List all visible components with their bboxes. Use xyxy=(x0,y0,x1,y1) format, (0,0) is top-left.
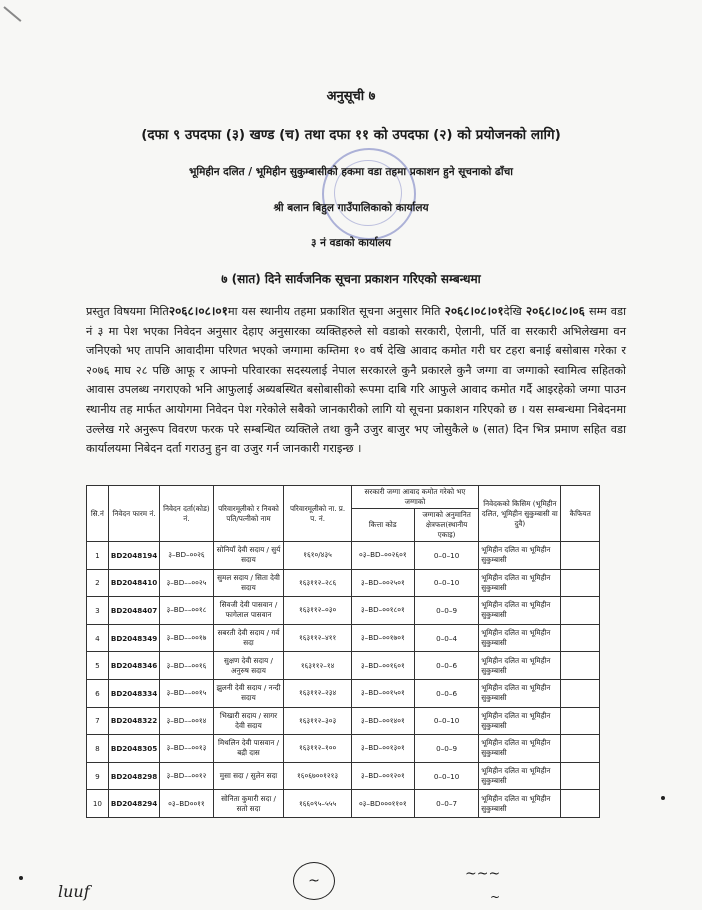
body-text-rest: सम्म वडा नं ३ मा पेश भएका निवेदन अनुसार देहाए अनुसारका व्यक्तिहरुले सो वडाको सरकारी, ऐलानी, पर्ति वा सरकारी अभिलेखमा वन जनिएको भए तापनि आवादीमा परिणत भएको जग्गामा कम्तिमा १० वर्ष देखि आवाद कमोत गरी घर टहरा बनाई बसोबास गरेका र २०७६ माघ २८ पछि आफू र आफ्नो परिवारका सदस्यलाई नेपाल सरकारले कुनै प्रकारले कुनै जग्गा वा जग्गाको स्वामित्व सहितको आवास उपलब्ध नगराएको भनि आफुलाई अब्यबस्थित बसोबासीको रूपमा दाबि गरि आफुले आवाद कमोत गर्दै आइरहेको जग्गा पाउन स्थानीय तह मार्फत आयोगमा निवेदन पेश गरेकोले सबैको जानकारीको लागि यो सूचना प्रकाशन गरिएको छ । यस सम्बन्धमा निबेदनमा उल्लेख गरे अनुरूप विवरण फरक परे सम्बन्धित व्यक्तिले तथा कुनै उजुर बाजुर भए जोसुकैले ७ (सात) दिन भित्र प्रमाण सहित वडा कार्यालयमा निबेदन दर्ता गराउनु हुन वा उजुर गर्न जानकारी गराइन्छ । xyxy=(86,305,627,456)
row-remarks xyxy=(561,569,600,597)
row-kitta-code: ३–BD–००२५०१ xyxy=(351,569,414,597)
row-form-no: BD2048298 xyxy=(108,762,159,790)
header-applicant-category: निवेदकको किसिम (भूमिहीन दलित, भूमिहीन सुकुम्बासी वा दुवै) xyxy=(479,486,561,542)
body-text-mid1: मा यस स्थानीय तहमा प्रकाशित सूचना अनुसार मिति xyxy=(227,305,441,318)
page-fold-mark xyxy=(3,6,21,22)
row-remarks xyxy=(561,652,600,680)
row-sn: 3 xyxy=(87,597,109,625)
row-applicant-category: भूमिहीन दलित वा भूमिहीन सुकुम्बासी xyxy=(479,707,561,735)
row-kitta-code: ३–BD–००१८०१ xyxy=(351,597,414,625)
header-land-group: सरकारी जग्गा आवाद कमोत गरेको भए जग्गाको xyxy=(351,486,479,509)
row-applicant-category: भूमिहीन दलित वा भूमिहीन सुकुम्बासी xyxy=(479,597,561,625)
row-citizenship-no: १६१०/४३५ xyxy=(284,542,351,570)
row-form-no: BD2048410 xyxy=(108,569,159,597)
table-row xyxy=(87,624,600,652)
row-sn: 6 xyxy=(87,679,109,707)
row-remarks xyxy=(561,624,600,652)
row-land-area: 0–0–10 xyxy=(414,707,478,735)
row-kitta-code: ३–BD–००१३०१ xyxy=(351,735,414,763)
row-sn: 2 xyxy=(87,569,109,597)
table-row xyxy=(87,542,600,570)
row-remarks xyxy=(561,597,600,625)
header-form-no: निवेदन फारम नं. xyxy=(108,486,159,542)
row-applicant-category: भूमिहीन दलित वा भूमिहीन सुकुम्बासी xyxy=(479,652,561,680)
table-row xyxy=(87,790,600,818)
row-registration-code: ३–BD–००२६ xyxy=(160,542,213,570)
row-citizenship-no: १६३११२–१०० xyxy=(284,735,351,763)
table-row xyxy=(87,679,600,707)
row-citizenship-no: १६३११२–१४ xyxy=(284,652,351,680)
row-applicant-name: सोनिता कुमारी सदा / सतो सदा xyxy=(213,790,284,818)
header-applicant-name: परिवारमूलीको र निवको पति/पत्नीको नाम xyxy=(213,486,284,542)
row-applicant-name: सुमल सदाय / सिता देवी सदाय xyxy=(213,569,284,597)
row-registration-code: ३–BD––००२५ xyxy=(160,569,213,597)
row-applicant-name: झुलनी देवी सदाय / नन्दी सदाय xyxy=(213,679,284,707)
row-remarks xyxy=(561,735,600,763)
row-registration-code: ३–BD––००१२ xyxy=(160,762,213,790)
handwritten-date-3: २०६८।०८।०६ xyxy=(525,304,585,318)
table-row xyxy=(87,597,600,625)
row-registration-code: ३–BD––००१५ xyxy=(160,679,213,707)
body-text-start: प्रस्तुत विषयमा मिति xyxy=(86,305,169,318)
row-land-area: 0–0–10 xyxy=(414,542,478,570)
row-kitta-code: ०३–BD०००११०१ xyxy=(351,790,414,818)
row-land-area: 0–0–10 xyxy=(414,762,478,790)
row-kitta-code: ०३–BD–००२६०१ xyxy=(351,542,414,570)
row-applicant-category: भूमिहीन दलित वा भूमिहीन सुकुम्बासी xyxy=(479,762,561,790)
handwritten-date-1: २०६८।०८।०१ xyxy=(168,304,228,318)
table-row xyxy=(87,569,600,597)
row-form-no: BD2048334 xyxy=(108,679,159,707)
row-land-area: 0–0–7 xyxy=(414,790,478,818)
header-land-area: जग्गाको अनुमानित क्षेत्रफल(स्थानीय एकाइ) xyxy=(414,509,478,542)
row-registration-code: ३–BD––००१८ xyxy=(160,597,213,625)
row-sn: 5 xyxy=(87,652,109,680)
row-kitta-code: ३–BD–००१७०१ xyxy=(351,624,414,652)
row-form-no: BD2048346 xyxy=(108,652,159,680)
row-applicant-name: सुक्षण देवी सदाय / अनुरुष सदाय xyxy=(213,652,284,680)
row-citizenship-no: १६३११२–०३० xyxy=(284,597,351,625)
row-kitta-code: ३–BD–००१६०१ xyxy=(351,652,414,680)
signature-left: luuf xyxy=(58,882,90,901)
row-land-area: 0–0–4 xyxy=(414,624,478,652)
row-sn: 7 xyxy=(87,707,109,735)
row-land-area: 0–0–9 xyxy=(414,735,478,763)
row-applicant-name: भिखारी सदाय / सागर देवी सदाय xyxy=(213,707,284,735)
row-remarks xyxy=(561,790,600,818)
row-sn: 10 xyxy=(87,790,109,818)
ward-office: ३ नं वडाको कार्यालय xyxy=(310,237,391,249)
signature-right-extra: ~ xyxy=(490,890,501,904)
row-registration-code: ३–BD––००१६ xyxy=(160,652,213,680)
row-citizenship-no: १६६०९५–५५५ xyxy=(284,790,351,818)
row-kitta-code: ३–BD–००१५०१ xyxy=(351,679,414,707)
row-remarks xyxy=(561,679,600,707)
row-applicant-category: भूमिहीन दलित वा भूमिहीन सुकुम्बासी xyxy=(479,679,561,707)
row-sn: 8 xyxy=(87,735,109,763)
row-sn: 4 xyxy=(87,624,109,652)
notice-subject: भूमिहीन दलित / भूमिहीन सुकुम्बासीको हकमा वडा तहमा प्रकाशन हुने सूचनाको ढाँचा xyxy=(189,166,513,178)
table-row xyxy=(87,735,600,763)
row-applicant-name: सोनियाँ देवी सदाय / सुर्य सदाय xyxy=(213,542,284,570)
row-remarks xyxy=(561,707,600,735)
signature-circled: ~ xyxy=(293,862,335,900)
row-applicant-category: भूमिहीन दलित वा भूमिहीन सुकुम्बासी xyxy=(479,569,561,597)
office-seal-stamp xyxy=(322,148,416,240)
row-land-area: 0–0–6 xyxy=(414,679,478,707)
ink-dot xyxy=(19,876,23,880)
notice-body xyxy=(86,302,626,459)
row-form-no: BD2048194 xyxy=(108,542,159,570)
row-citizenship-no: १६३११२–३०३ xyxy=(284,707,351,735)
row-applicant-name: मिथलिन देवी पासवान / बद्री दास xyxy=(213,735,284,763)
clause-heading: (दफा ९ उपदफा (३) खण्ड (च) तथा दफा ११ को उपदफा (२) को प्रयोजनको लागि) xyxy=(141,127,561,143)
row-registration-code: ०३–BD००११ xyxy=(160,790,213,818)
row-applicant-name: मुसा सदा / सुलेन सदा xyxy=(213,762,284,790)
row-applicant-category: भूमिहीन दलित वा भूमिहीन सुकुम्बासी xyxy=(479,624,561,652)
header-sn: सि.नं xyxy=(87,486,109,542)
header-kitta-code: कित्ता कोड xyxy=(351,509,414,542)
row-kitta-code: ३–BD–००१४०१ xyxy=(351,707,414,735)
header-remarks: कैफियत xyxy=(561,486,600,542)
row-applicant-name: सबरती देवी सदाय / गर्व सदा xyxy=(213,624,284,652)
row-citizenship-no: १६०६७००१२१३ xyxy=(284,762,351,790)
row-remarks xyxy=(561,762,600,790)
row-form-no: BD2048407 xyxy=(108,597,159,625)
row-remarks xyxy=(561,542,600,570)
row-registration-code: ३–BD––००१७ xyxy=(160,624,213,652)
row-citizenship-no: १६३११२–४११ xyxy=(284,624,351,652)
header-citizenship-no: परिवारमूलीको ना. प्र. प. नं. xyxy=(284,486,351,542)
office-name: श्री बलान बिहुल गाउँपालिकाको कार्यालय xyxy=(273,202,429,214)
handwritten-date-2: २०६८।०८।०१ xyxy=(444,304,504,318)
row-applicant-category: भूमिहीन दलित वा भूमिहीन सुकुम्बासी xyxy=(479,542,561,570)
row-applicant-category: भूमिहीन दलित वा भूमिहीन सुकुम्बासी xyxy=(479,790,561,818)
table-row xyxy=(87,762,600,790)
row-form-no: BD2048294 xyxy=(108,790,159,818)
table-row xyxy=(87,652,600,680)
row-applicant-name: सिवजी देवी पासवान / फागेलाल पासवान xyxy=(213,597,284,625)
row-form-no: BD2048305 xyxy=(108,735,159,763)
notice-title: ७ (सात) दिने सार्वजनिक सूचना प्रकाशन गरिएको सम्बन्धमा xyxy=(221,272,481,286)
row-registration-code: ३–BD––००१४ xyxy=(160,707,213,735)
applicants-table xyxy=(86,485,600,818)
row-form-no: BD2048322 xyxy=(108,707,159,735)
table-row xyxy=(87,707,600,735)
row-sn: 1 xyxy=(87,542,109,570)
row-sn: 9 xyxy=(87,762,109,790)
annex-heading: अनुसूची ७ xyxy=(326,89,376,104)
row-kitta-code: ३–BD–००१२०१ xyxy=(351,762,414,790)
row-land-area: 0–0–6 xyxy=(414,652,478,680)
row-citizenship-no: १६३११२–२८६ xyxy=(284,569,351,597)
row-land-area: 0–0–9 xyxy=(414,597,478,625)
header-registration-code: निवेदन दर्ता(कोड) नं. xyxy=(160,486,213,542)
row-land-area: 0–0–10 xyxy=(414,569,478,597)
signature-right: ~~~ xyxy=(465,866,501,882)
body-text-mid2: देखि xyxy=(503,305,522,318)
row-form-no: BD2048349 xyxy=(108,624,159,652)
row-citizenship-no: १६३११२–२३४ xyxy=(284,679,351,707)
row-registration-code: ३–BD––००१३ xyxy=(160,735,213,763)
ink-dot xyxy=(661,796,665,800)
row-applicant-category: भूमिहीन दलित वा भूमिहीन सुकुम्बासी xyxy=(479,735,561,763)
